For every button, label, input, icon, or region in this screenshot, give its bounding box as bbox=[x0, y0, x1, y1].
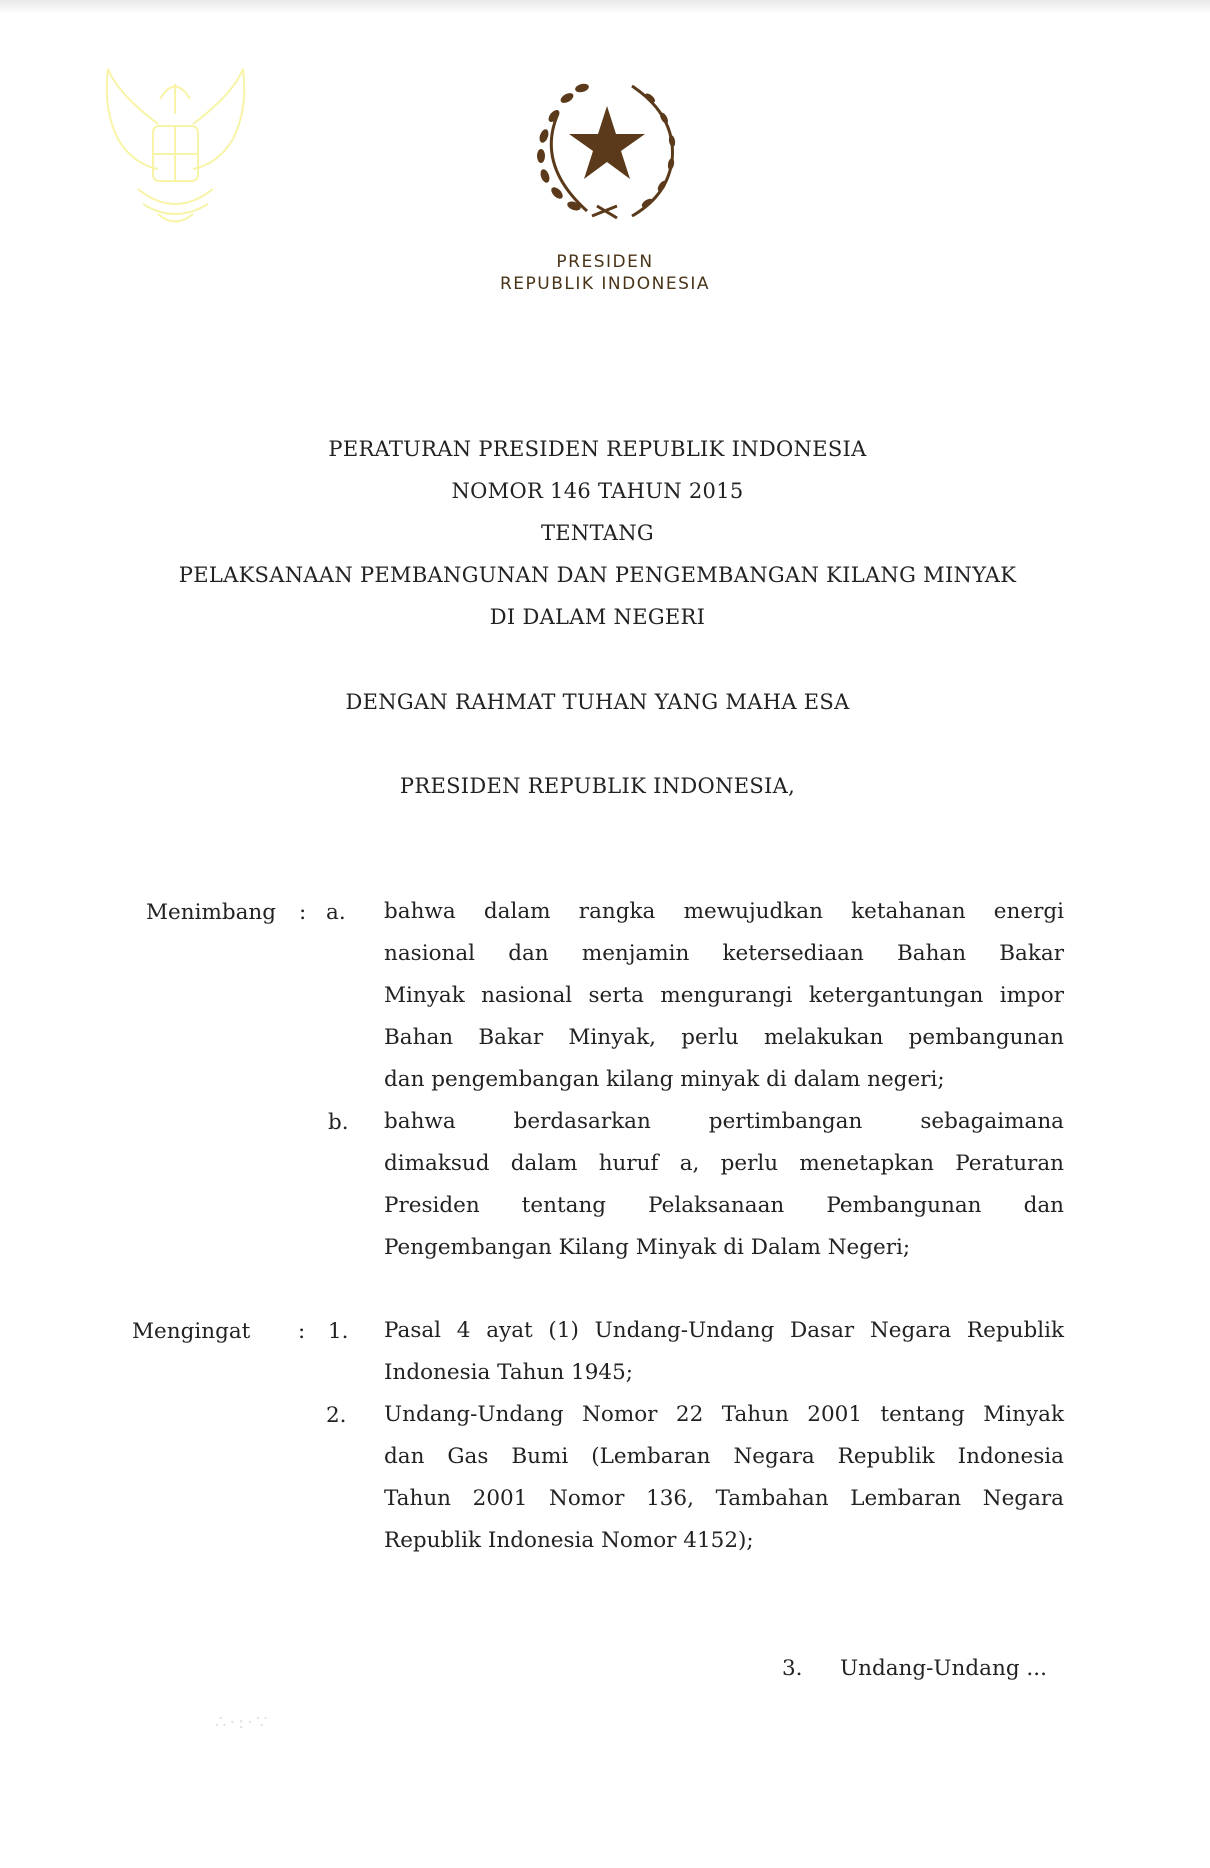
menimbang-item-a bbox=[384, 891, 1064, 1101]
regulation-subject-cont: DI DALAM NEGERI bbox=[489, 605, 706, 629]
item-marker: a. bbox=[326, 900, 346, 925]
text-line: Tahun 2001 Nomor 136, Tambahan Lembaran Negara bbox=[384, 1486, 1064, 1511]
regulation-tentang: TENTANG bbox=[541, 521, 654, 545]
item-marker: 1. bbox=[328, 1319, 349, 1344]
letterhead-republik-indonesia: REPUBLIK INDONESIA bbox=[499, 274, 711, 294]
text-line: Undang-Undang Nomor 22 Tahun 2001 tentang Minyak bbox=[384, 1402, 1064, 1427]
text-line: nasional dan menjamin ketersediaan Bahan Bakar bbox=[384, 941, 1064, 966]
regulation-title: PERATURAN PRESIDEN REPUBLIK INDONESIA bbox=[328, 437, 867, 461]
menimbang-label: Menimbang bbox=[146, 900, 277, 925]
faint-stamp-mark: ∴·:·∵ bbox=[215, 1712, 271, 1733]
text-line: Pasal 4 ayat (1) Undang-Undang Dasar Negara Republik bbox=[384, 1318, 1064, 1343]
text-line: bahwa berdasarkan pertimbangan sebagaimana bbox=[384, 1109, 1064, 1134]
page-continuation: Undang-Undang ... bbox=[840, 1656, 1047, 1681]
garuda-watermark-icon bbox=[98, 64, 253, 236]
text-line: Republik Indonesia Nomor 4152); bbox=[384, 1528, 754, 1553]
text-line: Minyak nasional serta mengurangi ketergantungan impor bbox=[384, 983, 1064, 1008]
menimbang-item-b bbox=[384, 1101, 1064, 1269]
text-line: Presiden tentang Pelaksanaan Pembangunan dan bbox=[384, 1193, 1064, 1218]
letterhead-presiden: PRESIDEN bbox=[556, 252, 654, 272]
regulation-subject: PELAKSANAAN PEMBANGUNAN DAN PENGEMBANGAN KILANG MINYAK bbox=[178, 563, 1017, 587]
mengingat-label: Mengingat bbox=[132, 1319, 251, 1344]
item-marker: 2. bbox=[326, 1403, 347, 1428]
next-item-marker: 3. bbox=[782, 1656, 803, 1681]
text-line: Pengembangan Kilang Minyak di Dalam Negeri; bbox=[384, 1235, 911, 1260]
item-marker: b. bbox=[328, 1110, 349, 1135]
invocation: DENGAN RAHMAT TUHAN YANG MAHA ESA bbox=[345, 690, 850, 714]
presidential-seal-icon bbox=[532, 76, 682, 221]
text-line: dimaksud dalam huruf a, perlu menetapkan Peraturan bbox=[384, 1151, 1064, 1176]
mengingat-item-1 bbox=[384, 1310, 1064, 1394]
menimbang-colon: : bbox=[299, 900, 307, 925]
issuer: PRESIDEN REPUBLIK INDONESIA, bbox=[399, 774, 796, 798]
regulation-number: NOMOR 146 TAHUN 2015 bbox=[451, 479, 744, 503]
text-line: bahwa dalam rangka mewujudkan ketahanan energi bbox=[384, 899, 1064, 924]
scan-edge-shade bbox=[0, 0, 1210, 14]
text-line: Indonesia Tahun 1945; bbox=[384, 1360, 634, 1385]
text-line: Bahan Bakar Minyak, perlu melakukan pembangunan bbox=[384, 1025, 1064, 1050]
mengingat-item-2 bbox=[384, 1394, 1064, 1562]
text-line: dan pengembangan kilang minyak di dalam negeri; bbox=[384, 1067, 945, 1092]
mengingat-colon: : bbox=[298, 1319, 306, 1344]
text-line: dan Gas Bumi (Lembaran Negara Republik Indonesia bbox=[384, 1444, 1064, 1469]
